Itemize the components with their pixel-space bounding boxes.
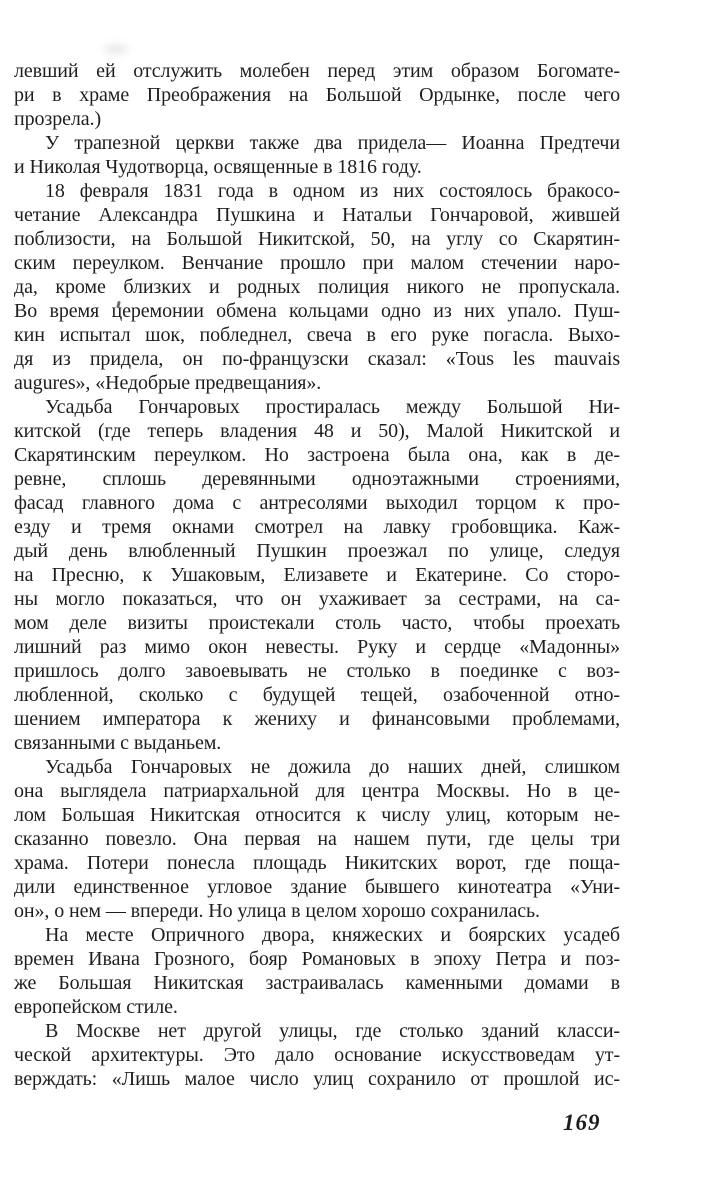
text-line: кин испытал шок, побледнел, свеча в его руке погасла. Выхо- [14,324,620,346]
text-line: мом деле визиты проистекали столь часто, чтобы проехать [14,612,620,634]
text-line: же Большая Никитская застраивалась каменными домами в [14,972,620,994]
body-text [14,59,620,1091]
text-line: сказанно повезло. Она первая на нашем пути, где целы три [14,828,620,850]
text-line: Во время церемонии обмена кольцами одно из них упало. Пуш- [14,300,620,322]
text-line: прозрела.) [14,108,101,130]
text-line: на Пресню, к Ушаковым, Елизавете и Екатерине. Со сторо- [14,564,620,586]
text-line: четание Александра Пушкина и Натальи Гончаровой, жившей [14,204,620,226]
text-line: дили единственное угловое здание бывшего кинотеатра «Уни- [14,876,620,898]
text-line: Усадьба Гончаровых не дожила до наших дней, слишком [45,756,620,778]
text-line: да, кроме близких и родных полиция никого не пропускала. [14,276,620,298]
scan-smudge-artifact [103,44,129,54]
text-line: европейском стиле. [14,996,178,1018]
text-line: В Москве нет другой улицы, где столько зданий класси- [45,1020,620,1042]
text-line: связанными с выданьем. [14,732,222,754]
text-line: она выглядела патриархальной для центра Москвы. Но в це- [14,780,620,802]
text-line: храма. Потери понесла площадь Никитских ворот, где поща- [14,852,620,874]
paragraph [14,131,620,179]
text-line: дый день влюбленный Пушкин проезжал по улице, следуя [14,540,620,562]
text-line: ческой архитектуры. Это дало основание искусствоведам ут- [14,1044,620,1066]
text-line: У трапезной церкви также два придела— Иоанна Предтечи [45,132,620,154]
text-line: поблизости, на Большой Никитской, 50, на углу со Скарятин- [14,228,620,250]
text-line: и Николая Чудотворца, освященные в 1816 году. [14,156,422,178]
text-line: времен Ивана Грозного, бояр Романовых в эпоху Петра и поз- [14,948,620,970]
text-line: На месте Опричного двора, княжеских и боярских усадеб [45,924,620,946]
text-line: дя из придела, он по-французски сказал: «Tous les mauvais [14,348,620,370]
page-number: 169 [563,1110,601,1135]
paragraph [14,395,620,755]
text-line: лом Большая Никитская относится к числу улиц, которым не- [14,804,620,826]
text-line: он», о нем — впереди. Но улица в целом хорошо сохранилась. [14,900,540,922]
paragraph [14,923,620,1019]
text-line: шением императора к жениху и финансовыми проблемами, [14,708,620,730]
text-line: 18 февраля 1831 года в одном из них состоялось бракосо- [45,180,620,202]
paragraph [14,1019,620,1091]
text-line: ны могло показаться, что он ухаживает за сестрами, на са- [14,588,620,610]
text-line: ревне, сплошь деревянными одноэтажными строениями, [14,468,620,490]
text-line: Усадьба Гончаровых простиралась между Большой Ни- [45,396,620,418]
paragraph [14,755,620,923]
paragraph [14,59,620,131]
text-line: ским переулком. Венчание прошло при малом стечении наро- [14,252,620,274]
text-line: ри в храме Преображения на Большой Ордынке, после чего [14,84,620,106]
paragraph [14,179,620,395]
text-line: фасад главного дома с антресолями выходил торцом к про- [14,492,620,514]
text-line: пришлось долго завоевывать не столько в поединке с воз- [14,660,620,682]
text-line: лишний раз мимо окон невесты. Руку и сердце «Мадонны» [14,636,620,658]
text-line: езду и тремя окнами смотрел на лавку гробовщика. Каж- [14,516,620,538]
text-line: augures», «Недобрые предвещания». [14,372,322,394]
text-line: китской (где теперь владения 48 и 50), Малой Никитской и [14,420,620,442]
text-line: верждать: «Лишь малое число улиц сохранило от прошлой ис- [14,1068,620,1090]
text-line: любленной, сколько с будущей тещей, озабоченной отно- [14,684,620,706]
text-line: левший ей отслужить молебен перед этим образом Богомате- [14,60,620,82]
text-line: Скарятинским переулком. Но застроена была она, как в де- [14,444,620,466]
